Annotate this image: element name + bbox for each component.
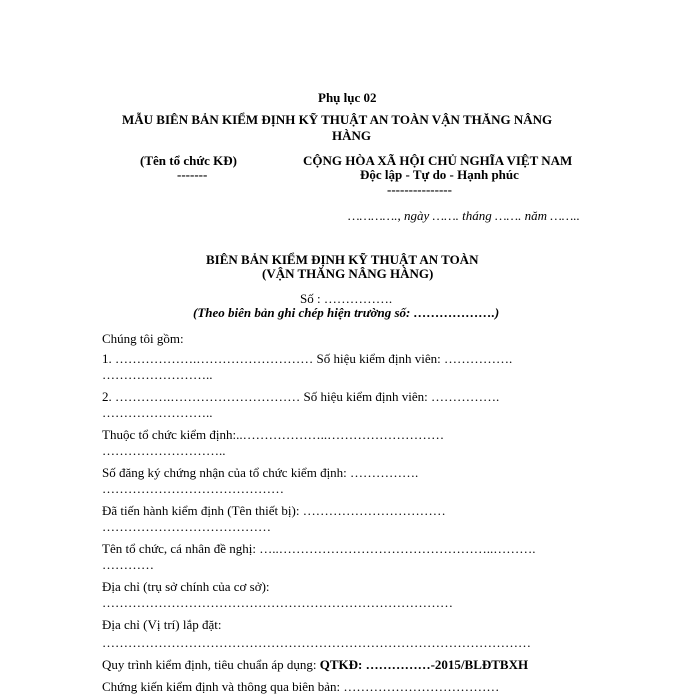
procedure-label: Quy trình kiểm định, tiêu chuẩn áp dụng: — [102, 657, 320, 672]
doc-note: (Theo biên bản ghi chép hiện trường số: ……………….) — [193, 305, 500, 320]
procedure-line — [102, 657, 528, 673]
doc-title-line1: BIÊN BẢN KIỂM ĐỊNH KỸ THUẬT AN TOÀN — [206, 252, 479, 267]
device-line: Đã tiến hành kiểm định (Tên thiết bị): …………………………… — [102, 503, 446, 518]
cert-cont: …………………………………… — [102, 481, 284, 496]
procedure-value: QTKĐ: ……………-2015/BLĐTBXH — [319, 657, 529, 672]
country-name: CỘNG HÒA XÃ HỘI CHỦ NGHĨA VIỆT NAM — [303, 153, 573, 168]
intro-text: Chúng tôi gồm: — [102, 331, 184, 346]
address-cont: ……………………………………………………………………… — [102, 595, 453, 610]
appendix-label: Phụ lục 02 — [318, 90, 377, 105]
org-dashes: ------- — [177, 167, 208, 182]
location-line: Địa chỉ (Vị trí) lắp đặt: — [102, 617, 222, 632]
motto-dashes: --------------- — [387, 182, 452, 197]
org-line: Thuộc tổ chức kiểm định:..………………..……………………… — [102, 427, 445, 442]
cert-line: Số đăng ký chứng nhận của tổ chức kiểm định: ……………. — [102, 465, 419, 480]
inspector2-cont: …………………….. — [102, 405, 213, 420]
doc-number: Số : ……………. — [300, 291, 393, 306]
inspector1-line: 1. ……………….……………………… Số hiệu kiểm định viên: ……………. — [102, 351, 513, 366]
doc-title-line2: (VẬN THĂNG NÂNG HÀNG) — [262, 266, 434, 281]
form-title-line1: MẪU BIÊN BẢN KIỂM ĐỊNH KỸ THUẬT AN TOÀN VẬN THĂNG NÂNG — [122, 112, 553, 127]
form-title-line2: HÀNG — [332, 128, 371, 143]
device-cont: ………………………………… — [102, 519, 271, 534]
owner-line: Tên tổ chức, cá nhân đề nghị: …..…………………………………………..………. — [102, 541, 536, 556]
owner-cont: ………… — [102, 557, 154, 572]
motto: Độc lập - Tự do - Hạnh phúc — [360, 167, 519, 182]
inspector1-cont: …………………….. — [102, 367, 213, 382]
location-cont: ……………………………………………………………………………………… — [102, 635, 531, 650]
org-cont: ……………………….. — [102, 443, 226, 458]
witness-line: Chứng kiến kiểm định và thông qua biên bản: ……………………………… — [102, 679, 500, 694]
inspector2-line: 2. ………….………………………… Số hiệu kiểm định viên: ……………. — [102, 389, 500, 404]
org-name: (Tên tổ chức KĐ) — [140, 153, 237, 168]
address-line: Địa chỉ (trụ sở chính của cơ sở): — [102, 579, 270, 594]
date-line: …………., ngày ……. tháng ……. năm …….. — [348, 208, 580, 223]
